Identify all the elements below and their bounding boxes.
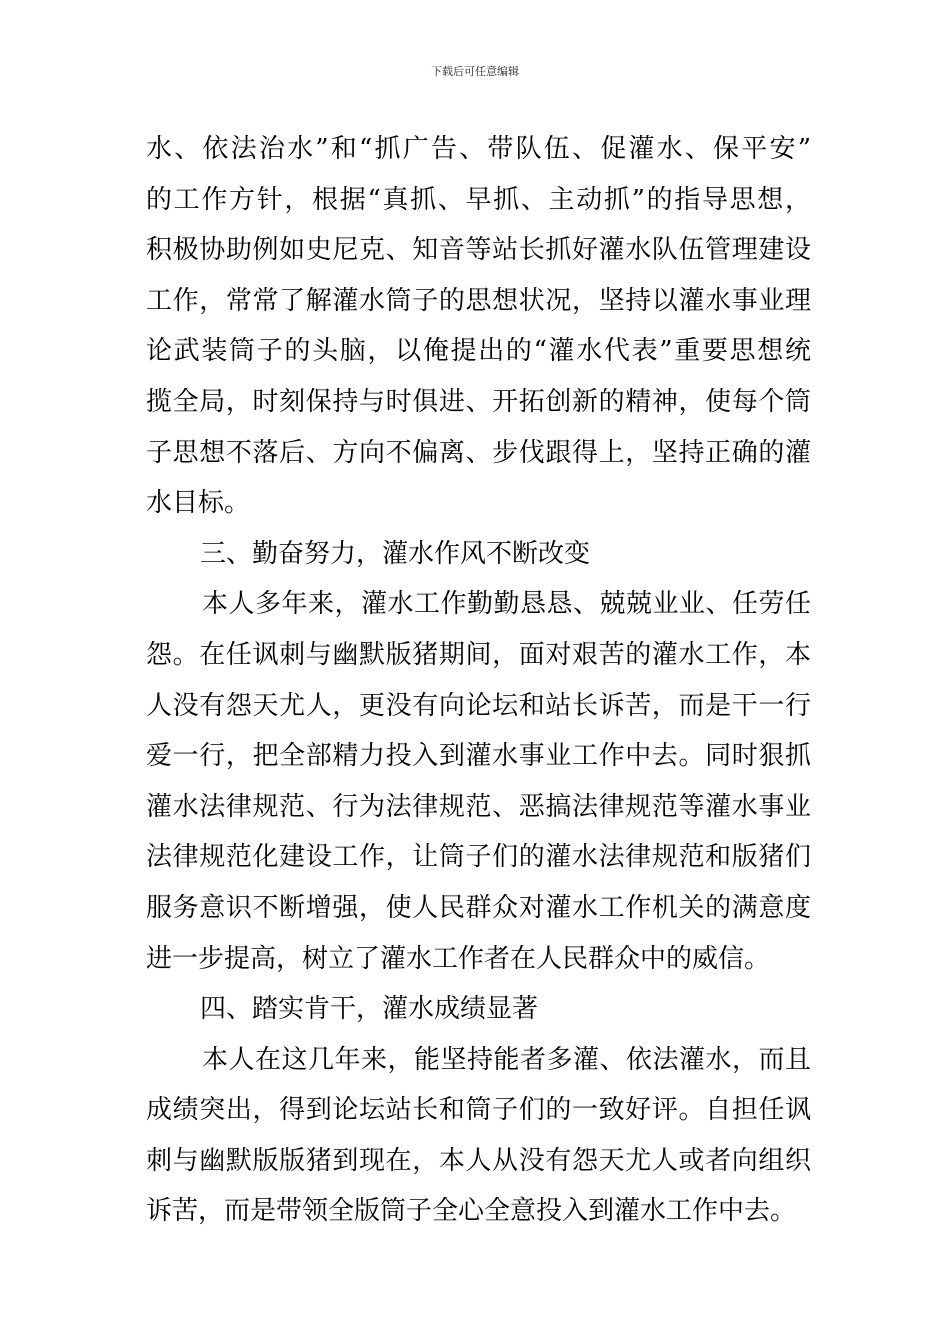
- text-line: 进一步提高，树立了灌水工作者在人民群众中的威信。: [146, 943, 771, 974]
- text-line: 水目标。: [146, 488, 251, 519]
- text-line: 怨。在任讽刺与幽默版猪期间，面对艰苦的灌水工作，本: [146, 639, 811, 670]
- paragraph-first-line: 本人多年来，灌水工作勤勤恳恳、兢兢业业、任劳任: [202, 589, 811, 620]
- text-line: 爱一行，把全部精力投入到灌水事业工作中去。同时狠抓: [146, 741, 811, 772]
- paragraph-first-line: 本人在这几年来，能坚持能者多灌、依法灌水，而且: [202, 1044, 811, 1075]
- page-header: 下载后可任意编辑: [431, 65, 519, 78]
- section-heading: 三、勤奋努力，灌水作风不断改变: [200, 538, 591, 569]
- text-line: 人没有怨天尤人，更没有向论坛和站长诉苦，而是干一行: [146, 690, 811, 721]
- text-line: 服务意识不断增强，使人民群众对灌水工作机关的满意度: [146, 892, 811, 923]
- text-line: 论武装筒子的头脑，以俺提出的“灌水代表”重要思想统: [146, 336, 811, 367]
- text-line: 诉苦，而是带领全版筒子全心全意投入到灌水工作中去。: [146, 1196, 797, 1227]
- text-line: 子思想不落后、方向不偏离、步伐跟得上，坚持正确的灌: [146, 437, 811, 468]
- text-line: 成绩突出，得到论坛站长和筒子们的一致好评。自担任讽: [146, 1095, 811, 1126]
- text-line: 工作，常常了解灌水筒子的思想状况，坚持以灌水事业理: [146, 285, 811, 316]
- text-line: 法律规范化建设工作，让筒子们的灌水法律规范和版猪们: [146, 842, 811, 873]
- text-line: 的工作方针，根据“真抓、早抓、主动抓”的指导思想，: [146, 184, 811, 215]
- text-line: 水、依法治水”和“抓广告、带队伍、促灌水、保平安”: [146, 134, 811, 164]
- text-line: 积极协助例如史尼克、知音等站长抓好灌水队伍管理建设: [146, 235, 811, 266]
- document-body: [146, 124, 811, 1237]
- text-line: 灌水法律规范、行为法律规范、恶搞法律规范等灌水事业: [146, 791, 811, 822]
- text-line: 刺与幽默版版猪到现在，本人从没有怨天尤人或者向组织: [146, 1145, 811, 1176]
- text-line: 揽全局，时刻保持与时俱进、开拓创新的精神，使每个筒: [146, 386, 811, 417]
- section-heading: 四、踏实肯干，灌水成绩显著: [200, 994, 539, 1025]
